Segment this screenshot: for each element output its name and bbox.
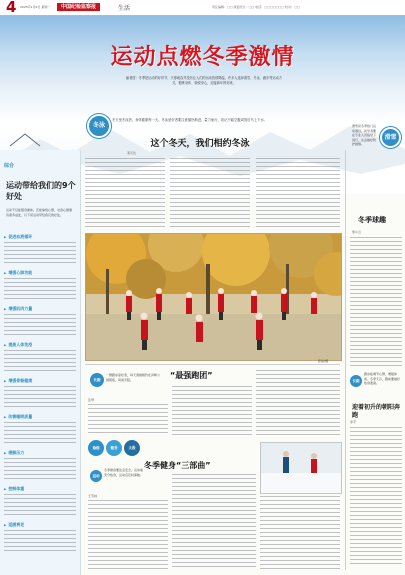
benefit-heading: ▶ 增强肌肉力量 xyxy=(4,306,76,312)
yoga-badge: 瑜伽 xyxy=(88,440,104,456)
benefit-heading: ▶ 控制体重 xyxy=(4,486,76,492)
banner-title: 运动点燃冬季激情 xyxy=(110,45,295,70)
editor-meta: 责任编辑：□□ 版面设计：□□ 电话：□□□□□□□ 校对：□□ xyxy=(212,5,300,9)
park-exercise-photo xyxy=(85,233,342,361)
winter-swim-tip: 冬天里冬泳热，身体健康每一天。冬泳爱好者要注意循序渐进，量力而行，切记不能空腹或饭后马上下水。 xyxy=(112,118,267,122)
right-article-author-2: 李平 xyxy=(350,420,357,424)
section-name: 生活 xyxy=(118,5,131,12)
benefit-section xyxy=(4,450,76,479)
winter-swim-badge: 冬泳 xyxy=(87,114,111,138)
article-body-text xyxy=(85,158,165,230)
fitness-badge: 健身 xyxy=(106,440,122,456)
benefit-section xyxy=(4,486,76,515)
run-badge: 长跑 xyxy=(350,375,362,387)
section-divider xyxy=(85,364,340,365)
benefit-heading: ▶ 增强心肺功能 xyxy=(4,270,76,276)
article-body-text xyxy=(350,427,402,567)
ski-badge: 滑雪 xyxy=(380,127,401,148)
issue-date: 2025年1月6日 星期一 xyxy=(20,5,51,9)
benefit-heading: ▶ 延缓衰老 xyxy=(4,522,76,528)
winter-fitness-title: 冬季健身“三部曲” xyxy=(144,461,211,470)
benefit-section xyxy=(4,378,76,407)
benefit-section xyxy=(4,234,76,263)
benefit-section xyxy=(4,522,76,551)
benefit-section xyxy=(4,270,76,299)
article-body-text xyxy=(88,500,168,570)
photo-caption: 陈丽/摄 xyxy=(318,359,329,363)
exercise-badge: 运动 xyxy=(90,470,102,482)
running-group-title: “最强跑团” xyxy=(170,371,213,380)
run-tip: 跑步能调节心情，增强体质。冬季天冷，跑前要做好热身准备。 xyxy=(364,372,401,385)
right-article-title: 冬季球趣 xyxy=(358,216,386,224)
column-divider xyxy=(345,150,346,570)
article-body-text xyxy=(170,158,250,230)
right-article-title-2: 迎着初升的朝阳奔跑 xyxy=(352,404,401,419)
article-body-text xyxy=(256,370,340,436)
article-body-text xyxy=(256,158,340,230)
article-body-text xyxy=(260,496,340,570)
benefit-section xyxy=(4,414,76,443)
taichi-badge: 太极 xyxy=(124,440,140,456)
article-body-text xyxy=(88,404,168,436)
left-column-intro: 运动不仅能强身健体，还能愉悦心情，对身心健康有诸多益处，以下是运动带给我们的好处。 xyxy=(6,208,73,217)
running-group-badge: 长跑 xyxy=(90,373,104,387)
main-article-author: 邓元达 xyxy=(127,151,137,155)
exercise-tip: 冬季健身要注意安全，运动前充分热身，运动后及时保暖。 xyxy=(104,468,144,477)
article-body-text xyxy=(172,474,256,570)
running-group-tip: 一群跑步爱好者，每天清晨相约在河畔公园锻炼，风雨无阻。 xyxy=(106,373,161,382)
banner-lead: 编者按：冬季是运动的好时节，天寒地冻并没有让人们的运动热情降温，许多人选择滑雪、冬泳、跑步等运动方式，锻炼身体、愉悦身心，迎接新年的到来。 xyxy=(125,76,283,85)
running-group-author: 张琴 xyxy=(88,398,95,402)
benefit-heading: ▶ 缓解压力 xyxy=(4,450,76,456)
right-article-author: 邢小云 xyxy=(352,230,362,234)
article-body-text xyxy=(350,237,402,367)
benefit-section xyxy=(4,342,76,371)
benefit-heading: ▶ 改善睡眠质量 xyxy=(4,414,76,420)
page-number: 4 xyxy=(6,0,17,16)
benefit-heading: ▶ 提高人体免疫 xyxy=(4,342,76,348)
left-column-title: 运动带给我们的9个好处 xyxy=(6,181,76,201)
main-article-title: 这个冬天，我们相约冬泳 xyxy=(150,139,250,149)
winter-fitness-photo xyxy=(260,442,342,494)
benefit-section xyxy=(4,306,76,335)
winter-fitness-author: 王芳林 xyxy=(88,494,98,498)
benefit-heading: ▶ 增强骨骼健康 xyxy=(4,378,76,384)
left-column xyxy=(0,150,81,575)
page-header xyxy=(0,0,405,16)
column-label: 综合 xyxy=(4,163,15,169)
benefit-heading: ▶ 促进血液循环 xyxy=(4,234,76,240)
masthead-logo: 中国纪检监察报 xyxy=(57,3,100,11)
article-body-text xyxy=(172,386,252,436)
ski-tip: 滑雪是冬季热门运动项目，初学者要在专业人员指导下进行，注意做好防护措施。 xyxy=(352,124,377,146)
